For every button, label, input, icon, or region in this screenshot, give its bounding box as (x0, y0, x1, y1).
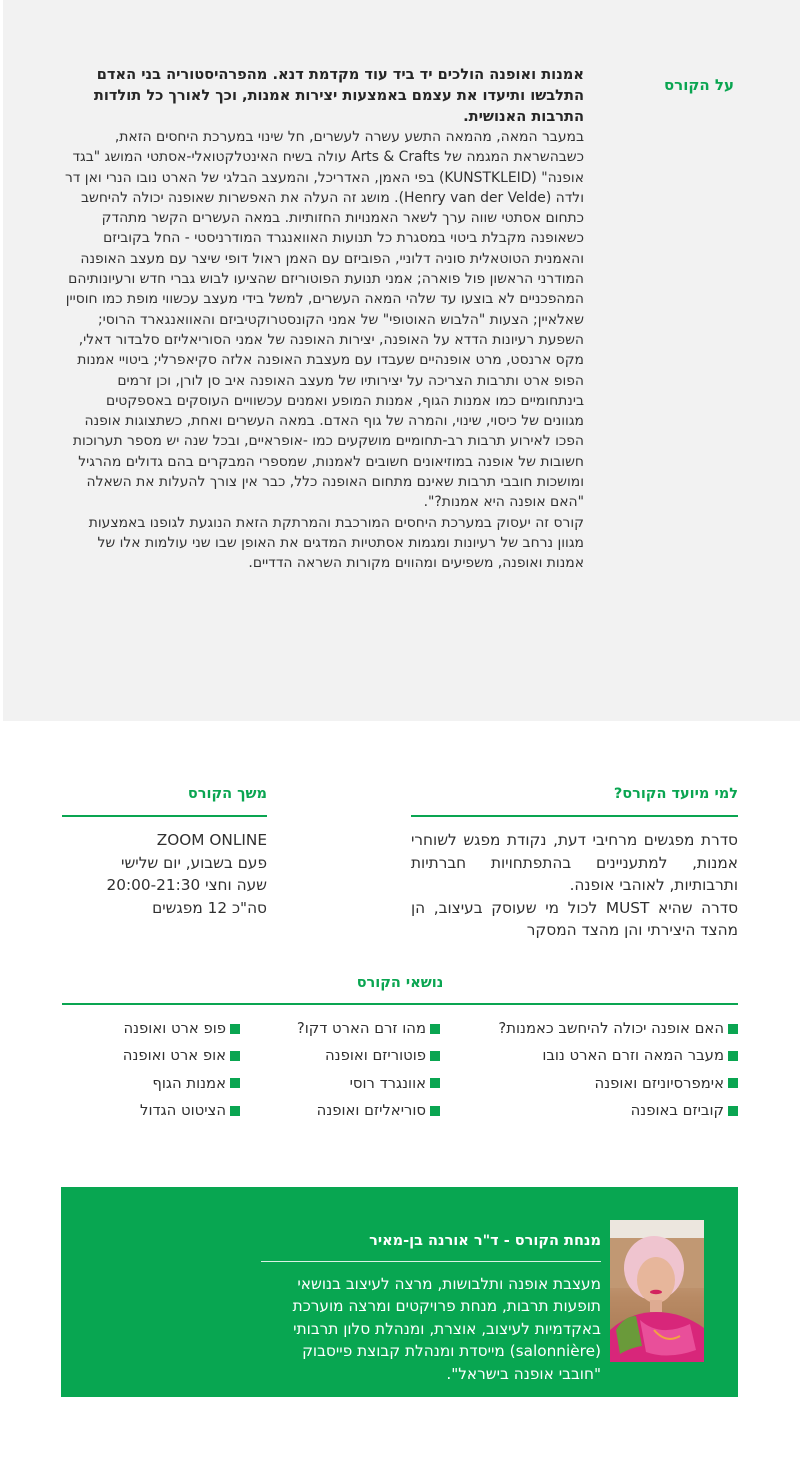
square-bullet-icon (430, 1106, 440, 1116)
square-bullet-icon (728, 1051, 738, 1061)
topic-item: הציטוט הגדול (63, 1097, 240, 1124)
duration-heading: משך הקורס (187, 786, 267, 802)
topic-item: אימפרסיוניזם ואופנה (453, 1070, 738, 1097)
about-paragraph-1: במעבר המאה, מהמאה התשע עשרה לעשרים, חל שינוי במערכת היחסים הזאת, כשבהשראת המגמה של Arts & Crafts עולה בשיח האינטלקטואלי-אסתטי המושג "בגד אופנה" (KUNSTKLEID) בפי האמן, האדריכל, והמעצב הבלגי של הארט נובו הנרי ואן דר ולדה (Henry van der Velde). מושג זה העלה את האפשרות שאופנה יכולה להיחשב כתחום אסתטי שווה ערך לשאר האמנויות החזותיות. במאה העשרים הקשר מתהדק כשאופנה מקבלת ביטוי במסגרת כל תנועות האוואנגרד המודרניסטי - החל בקוביזם והאמנית הטוטאלית סוניה דלוניי, הפוביזם עם האמן ראול דופי שיצר עם מעצב האופנה המודרני הראשון פול פוארה; אמני תנועת הפוטוריזם שהציעו לבוש גברי חדש ורעיונותיהם המהפכניים לא בוצעו עד שלהי המאה העשרים, למשל בידי מעצב עכשווי מופת כמו חוסיין שאלאיין; הצעות "הלבוש האוטופי" של אמני הקונסטרוקטיביזם והאוואנגארד הרוסי; השפעת רעיונות הדדא על האופנה, יצירות האופנה של אמני הסוריאליזם סלבדור דאלי, מקס ארנסט, מרט אופנהיים שעבדו עם מעצבת האופנה אלזה סקיאפרלי; ביטויי אמנות הפופ ארט ותרבות הצריכה על יצירותיו של מעצב האופנה איב סן לורן, וכן זרמים בינתחומיים כמו אמנות הגוף, אמנות המופע ואמנים עכשוויים העוסקים באספקטים מגוונים של כיסוי, שינוי, והמרה של גוף האדם. במאה העשרים ואחת, כשתצוגות אופנה הפכו לאירוע תרבות רב-תחומיים מושקעים כמו -אופראיים, ובכל שנה יש מספר תערוכות חשובות של אופנה במוזיאונים חשובים לאמנות, שמספרי המבקרים בהם גדולים מהרגיל ומושכות חובבי תרבות שאינם מתחום האופנה כלל, כבר אין צורך להעלות את השאלה "האם אופנה היא אמנות?". (64, 129, 584, 511)
instructor-divider (261, 1261, 601, 1262)
square-bullet-icon (728, 1024, 738, 1034)
square-bullet-icon (230, 1024, 240, 1034)
topics-heading: נושאי הקורס (356, 975, 444, 991)
square-bullet-icon (230, 1106, 240, 1116)
duration-divider (62, 815, 267, 817)
topics-column-2 (270, 1015, 440, 1124)
about-heading: על הקורס (663, 76, 734, 95)
format-frequency: פעם בשבוע, יום שלישי (121, 853, 267, 872)
audience-text-2: סדרה שהיא MUST לכול מי שעוסק בעיצוב, הן מהצד היצירתי והן מהצד המסקר (411, 898, 738, 940)
topic-item: מהו זרם הארט דקו? (270, 1015, 440, 1042)
topic-item: סוריאליזם ואופנה (270, 1097, 440, 1124)
instructor-details (261, 1233, 601, 1385)
about-lead-text: אמנות ואופנה הולכים יד ביד עוד מקדמת דנא. מהפרהיסטוריה בני האדם התלבשו ותיעדו את עצמם באמצעות יצירות אמנות, וכך לאורך כל תולדות התרבות האנושית. (93, 66, 584, 125)
topic-item: פופ ארט ואופנה (63, 1015, 240, 1042)
instructor-photo (610, 1220, 704, 1362)
topic-item: מעבר המאה וזרם הארט נובו (453, 1042, 738, 1069)
topic-item: קוביזם באופנה (453, 1097, 738, 1124)
audience-section (411, 786, 738, 942)
topics-divider (62, 1003, 738, 1005)
square-bullet-icon (728, 1106, 738, 1116)
audience-heading: למי מיועד הקורס? (613, 786, 738, 802)
about-body (64, 64, 584, 574)
topics-column-1 (453, 1015, 738, 1124)
instructor-name-heading: מנחת הקורס - ד"ר אורנה בן-מאיר (369, 1233, 601, 1249)
square-bullet-icon (430, 1051, 440, 1061)
topic-item: אמנות הגוף (63, 1070, 240, 1097)
instructor-card (61, 1187, 738, 1397)
format-platform: ZOOM ONLINE (156, 831, 267, 849)
duration-section (62, 786, 267, 919)
square-bullet-icon (430, 1024, 440, 1034)
portrait-image-icon (610, 1220, 704, 1362)
instructor-bio: מעצבת אופנה ותלבושות, מרצה לעיצוב בנושאי תופעות תרבות, מנחת פרויקטים ומרצה מוערכת באקדמיות לעיצוב, אוצרת, ומנהלת סלון תרבותי (salonnière) מייסדת ומנהלת קבוצת פייסבוק "חובבי אופנה בישראל". (292, 1275, 601, 1383)
topics-grid (62, 1015, 738, 1145)
square-bullet-icon (230, 1078, 240, 1088)
topic-item: אוונגרד רוסי (270, 1070, 440, 1097)
topics-section (62, 975, 738, 1120)
format-total-sessions: סה"כ 12 מפגשים (152, 898, 267, 917)
square-bullet-icon (430, 1078, 440, 1088)
square-bullet-icon (230, 1051, 240, 1061)
format-time: שעה וחצי 20:00-21:30 (106, 876, 267, 895)
duration-details (62, 829, 267, 919)
topics-column-3 (63, 1015, 240, 1124)
audience-text-1: סדרת מפגשים מרחיבי דעת, נקודת מפגש לשוחרי אמנות, למתעניינים בהתפתחויות חברתיות ותרבותיות, לאוהבי אופנה. (411, 831, 738, 895)
square-bullet-icon (728, 1078, 738, 1088)
topic-item: פוטוריזם ואופנה (270, 1042, 440, 1069)
about-paragraph-2: קורס זה יעסוק במערכת היחסים המורכבת והמרתקת הזאת הנוגעת לגופנו באמצעות מגוון נרחב של רעיונות ומגמות אסתטיות המדגים את האופן שבו שני עולמות אלו של אמנות ואופנה, משפיעים ומהווים מקורות השראה הדדיים. (88, 514, 584, 572)
about-section (3, 0, 800, 721)
topic-item: אופ ארט ואופנה (63, 1042, 240, 1069)
audience-text (411, 829, 738, 942)
topic-item: האם אופנה יכולה להיחשב כאמנות? (453, 1015, 738, 1042)
audience-divider (411, 815, 738, 817)
